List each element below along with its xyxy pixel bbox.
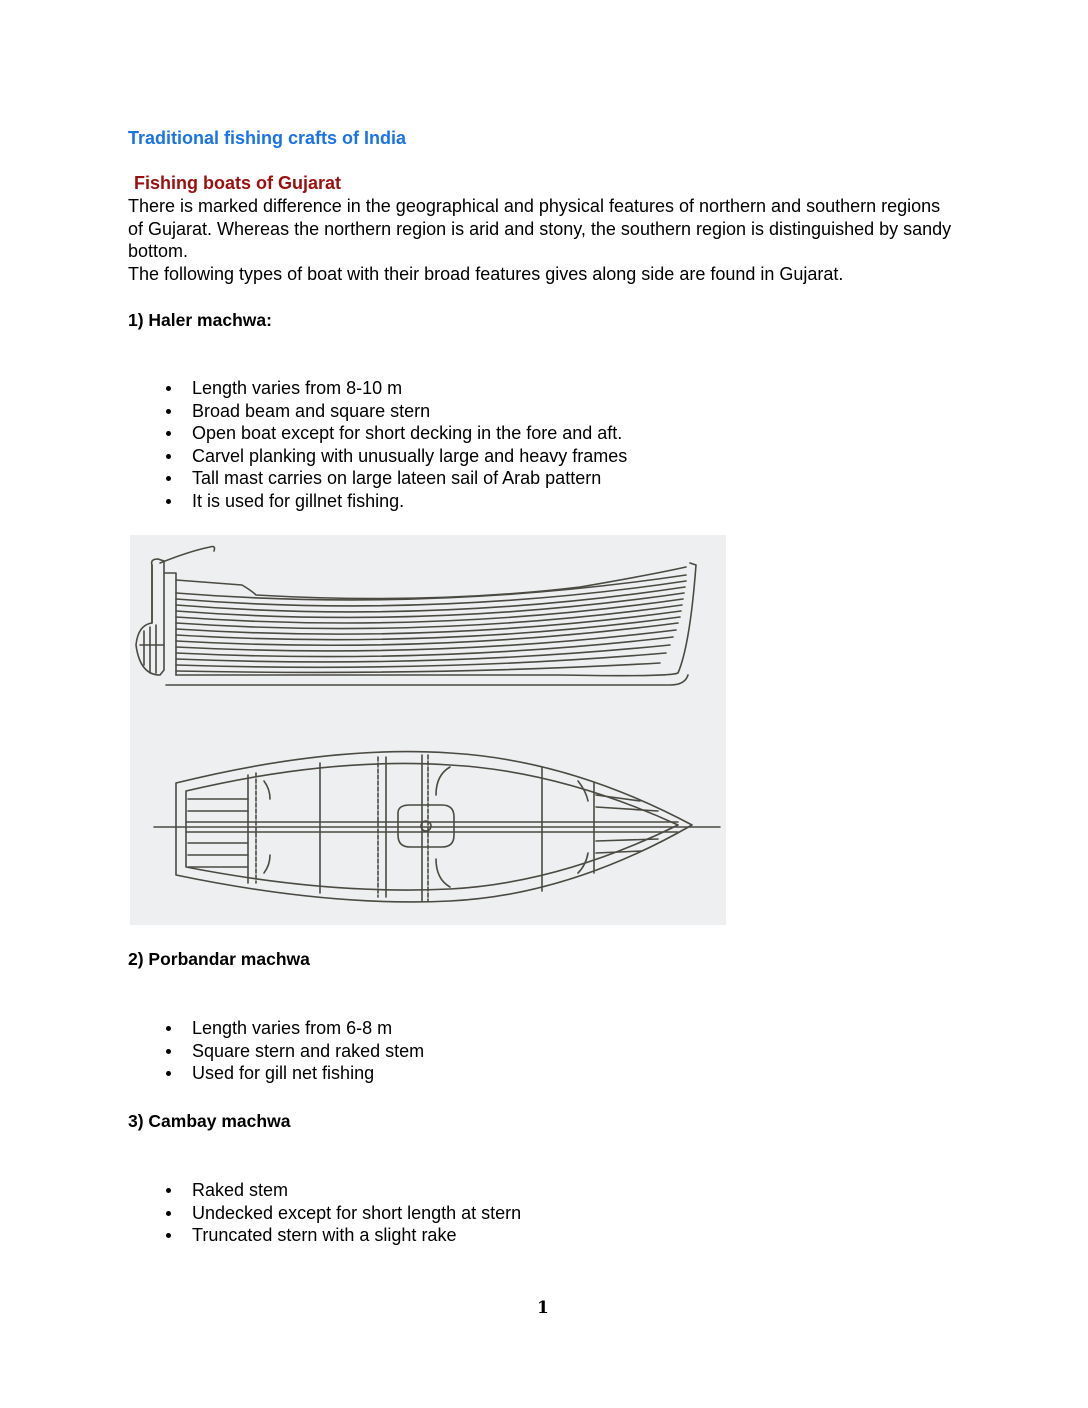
bullet-icon	[166, 386, 171, 391]
list-item	[128, 1179, 521, 1202]
bullet-icon	[166, 1026, 171, 1031]
feature-text: Truncated stern with a slight rake	[192, 1225, 457, 1245]
side-elevation	[136, 547, 696, 686]
list-item	[128, 467, 627, 490]
page-number: 1	[537, 1298, 549, 1318]
feature-text: Undecked except for short length at stern	[192, 1202, 522, 1223]
haler-machwa-drawing	[130, 535, 726, 925]
list-item	[128, 377, 627, 400]
boat-heading-haler: 1) Haler machwa:	[128, 310, 272, 330]
section-title: Fishing boats of Gujarat	[134, 173, 342, 193]
feature-text: Carvel planking with unusually large and heavy frames	[192, 445, 628, 466]
list-item	[128, 1224, 521, 1247]
feature-text: Tall mast carries on large lateen sail of Arab pattern	[192, 468, 602, 488]
list-item	[128, 400, 627, 423]
bullet-icon	[166, 1049, 171, 1054]
bullet-icon	[166, 1211, 171, 1216]
feature-text: Raked stem	[192, 1180, 289, 1200]
boat-line-drawing	[130, 535, 726, 925]
bullet-icon	[166, 1188, 171, 1193]
bullet-icon	[166, 1071, 171, 1076]
intro-text	[128, 195, 958, 285]
feature-text: Used for gill net fishing	[192, 1063, 375, 1083]
plan-view	[154, 752, 720, 902]
feature-text: Square stern and raked stem	[192, 1040, 425, 1061]
feature-text: Open boat except for short decking in the fore and aft.	[192, 423, 623, 443]
list-item	[128, 1040, 424, 1063]
list-item	[128, 1062, 424, 1085]
boat-heading-porbandar: 2) Porbandar machwa	[128, 949, 310, 969]
list-item	[128, 1017, 424, 1040]
bullet-icon	[166, 1233, 171, 1238]
feature-list-porbandar	[128, 1017, 424, 1085]
document-title: Traditional fishing crafts of India	[128, 128, 407, 148]
list-item	[128, 422, 627, 445]
list-item	[128, 445, 627, 468]
list-item	[128, 490, 627, 513]
feature-text: Length varies from 8-10 m	[192, 378, 403, 398]
feature-text: Length varies from 6-8 m	[192, 1018, 393, 1038]
bullet-icon	[166, 409, 171, 414]
feature-text: It is used for gillnet fishing.	[192, 490, 405, 511]
intro-paragraph: The following types of boat with their broad features gives along side are found in Gujarat.	[128, 263, 844, 284]
list-item	[128, 1202, 521, 1225]
intro-paragraph: There is marked difference in the geographical and physical features of northern and southern regions of Gujarat. Whereas the northern region is arid and stony, the southern region is distinguished by sandy bottom.	[128, 196, 952, 261]
bullet-icon	[166, 499, 171, 504]
feature-list-haler	[128, 377, 627, 512]
feature-list-cambay	[128, 1179, 521, 1247]
bullet-icon	[166, 431, 171, 436]
bullet-icon	[166, 454, 171, 459]
feature-text: Broad beam and square stern	[192, 400, 431, 421]
bullet-icon	[166, 476, 171, 481]
boat-heading-cambay: 3) Cambay machwa	[128, 1111, 291, 1131]
